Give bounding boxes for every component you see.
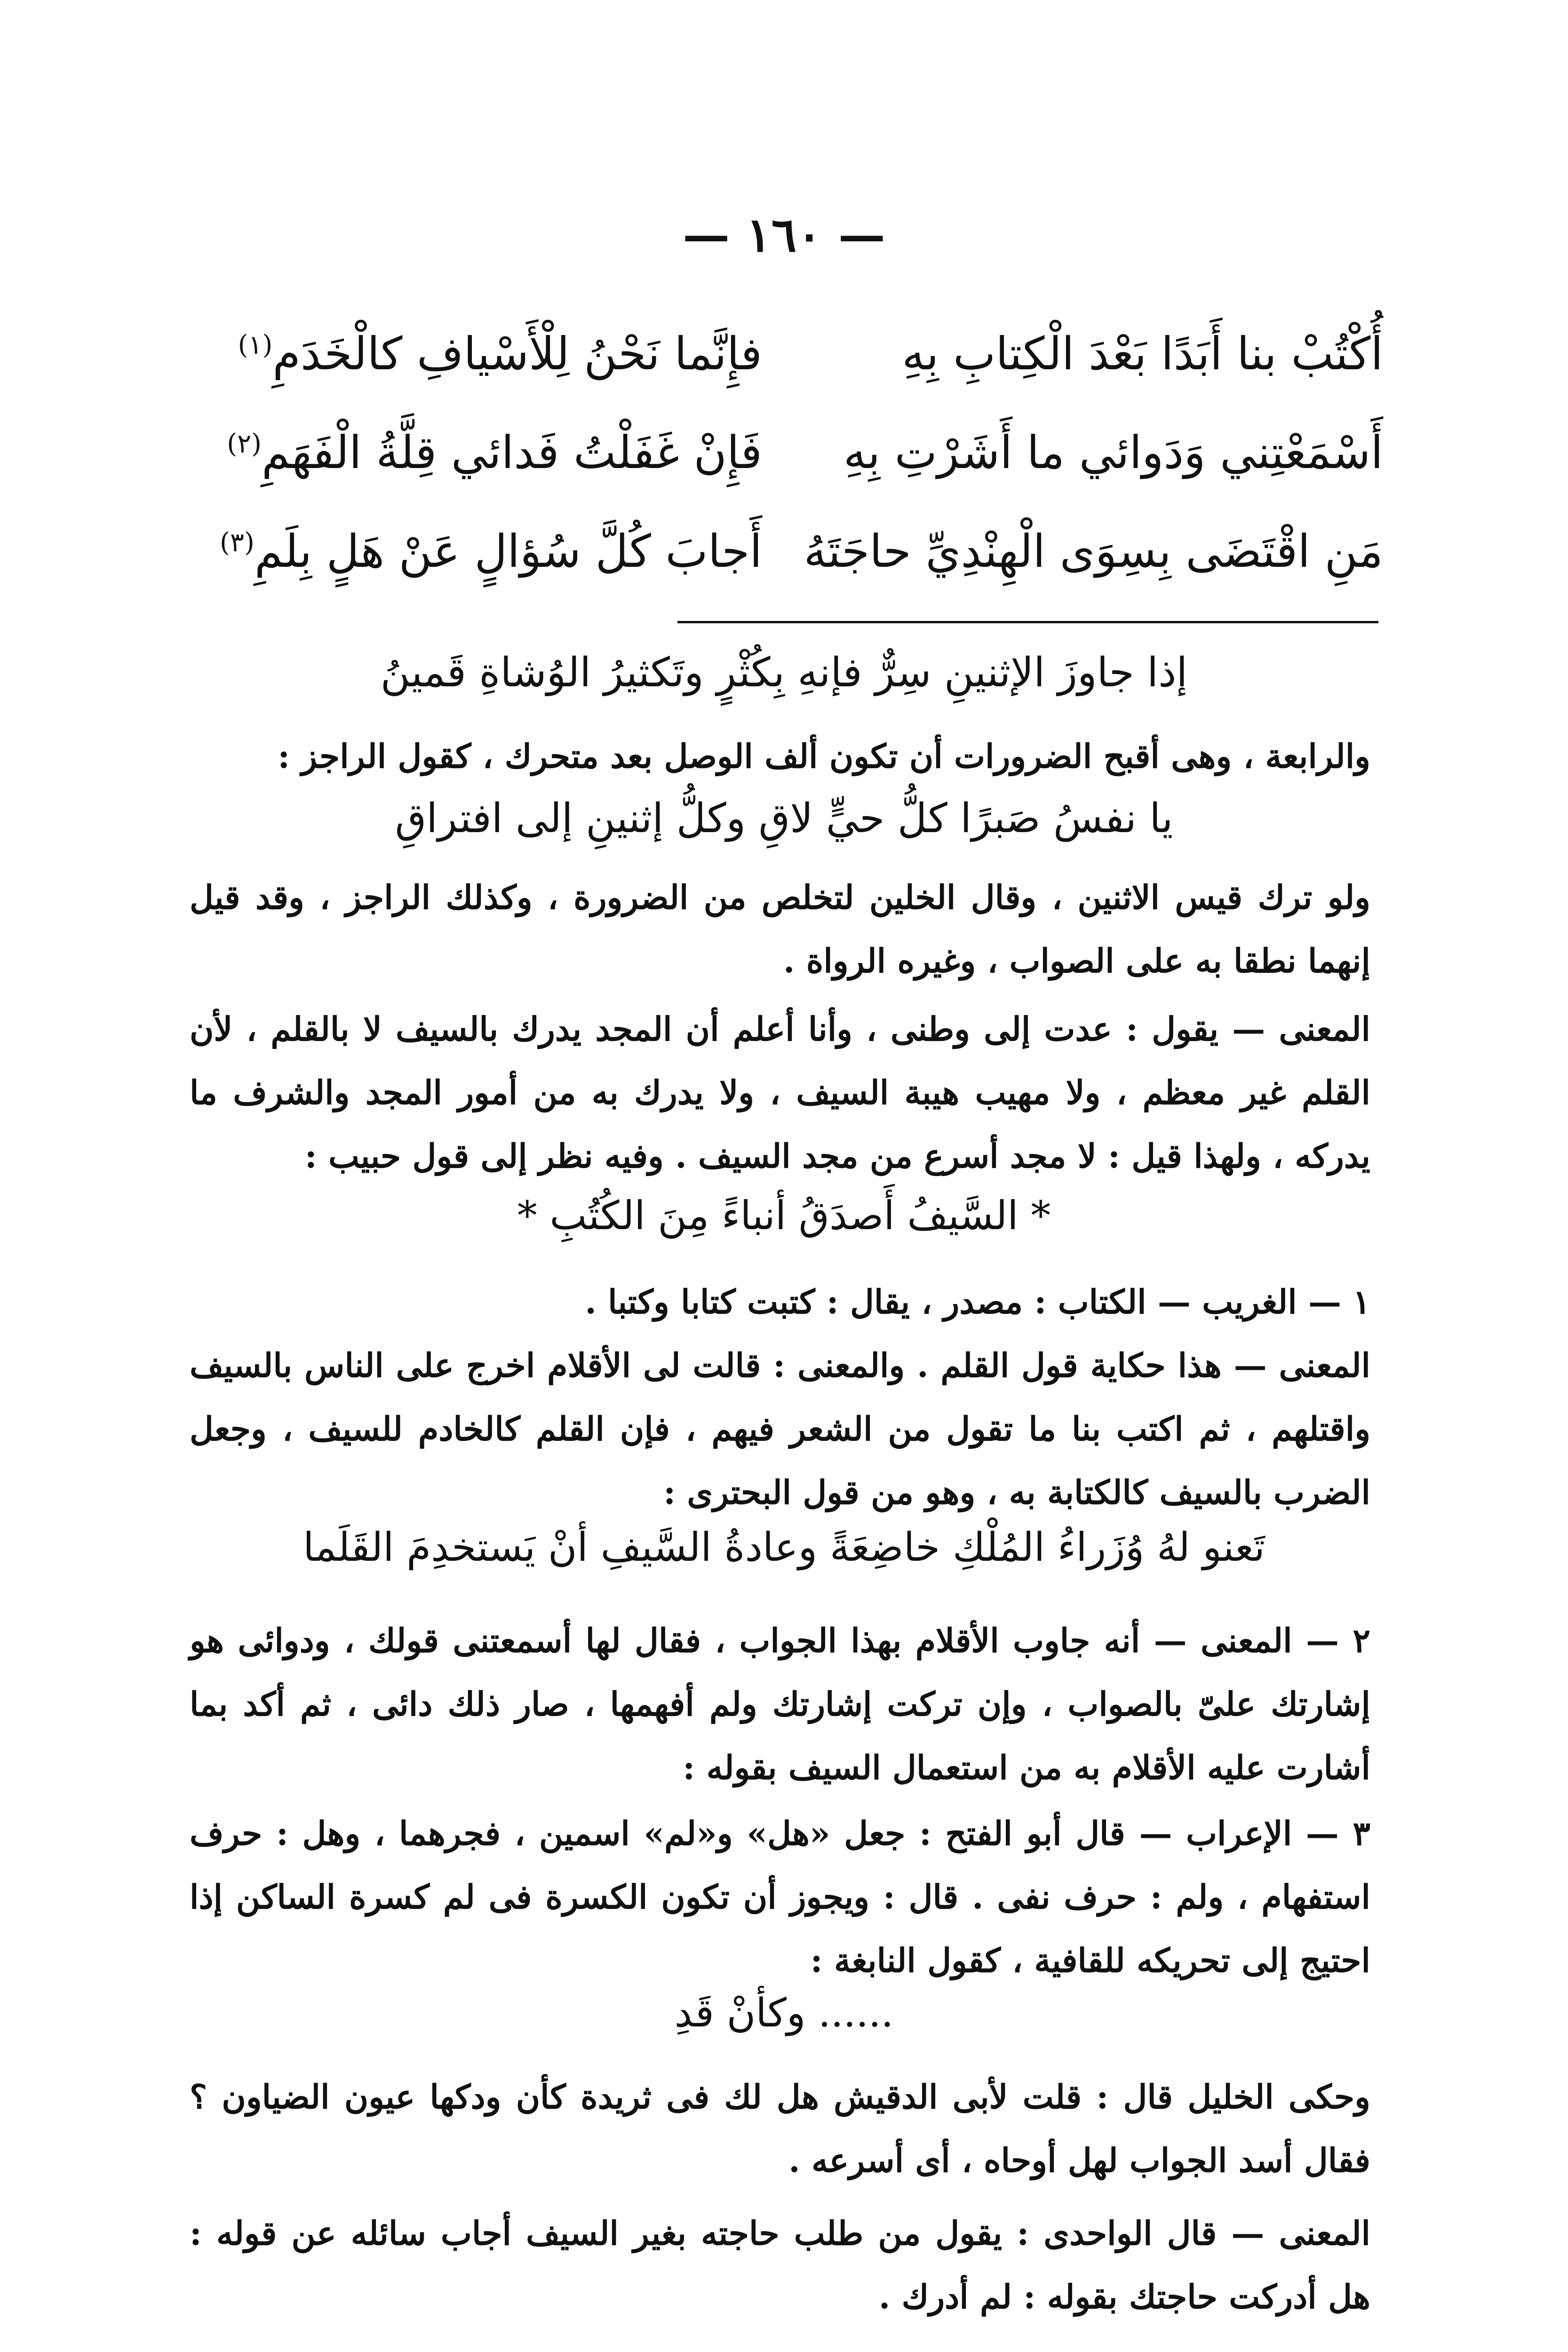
paragraph-wahidi: المعنى — قال الواحدى : يقول من طلب حاجته بغير السيف أجاب سائله عن قوله : هل أدركت حاجتك بقوله : لم أدرك . bbox=[190, 2214, 1370, 2316]
verse-1-first-hemistich: أُكْتُبْ بنا أَبَدًا بَعْدَ الْكِتابِ بِهِ bbox=[902, 327, 1383, 380]
verse-1-second-text: فإِنَّما نَحْنُ لِلْأَسْيافِ كالْخَدَمِ bbox=[272, 327, 762, 380]
verse-2-second-hemistich bbox=[227, 428, 762, 478]
rajaz-verse: يا نفسُ صَبرًا كلُّ حيٍّ لاقِ وكلُّ إثنينِ إلى افتراقِ bbox=[395, 795, 1173, 842]
nabigha-fragment: ...... وكأنْ قَدِ bbox=[674, 1990, 894, 2036]
habib-verse: * السَّيفُ أَصدَقُ أنباءً مِنَ الكُتُبِ * bbox=[517, 1192, 1051, 1239]
commentary-verse: إذا جاوزَ الإثنينِ سِرٌّ فإنهِ بِكُثْرٍ وتَكثيرُ الوُشاةِ قَمينُ bbox=[380, 649, 1188, 696]
paragraph-qays: ولو ترك قيس الاثنين ، وقال الخلين لتخلص من الضرورة ، وكذلك الراجز ، وقد قيل إنهما نطقا به على الصواب ، وغيره الرواة . bbox=[190, 878, 1370, 980]
verse-3 bbox=[179, 527, 1383, 588]
verse-1-second-hemistich bbox=[238, 329, 762, 379]
footnote-marker-1: (١) bbox=[238, 330, 273, 360]
note-1-meaning: المعنى — هذا حكاية قول القلم . والمعنى : قالت لى الأقلام اخرج على الناس بالسيف واقتلهم ، ثم اكتب بنا ما تقول من الشعر فيهم ، فإن القلم كالخادم للسيف ، وجعل الضرب بالسيف كالكتابة به ، وهو من قول البحترى : bbox=[190, 1346, 1370, 1512]
paragraph-meaning: المعنى — يقول : عدت إلى وطنى ، وأنا أعلم أن المجد يدرك بالسيف لا بالقلم ، لأن القلم غير معظم ، ولا مهيب هيبة السيف ، ولا يدرك به من أمور المجد والشرف ما يدركه ، ولهذا قيل : لا مجد أسرع من مجد السيف . وفيه نظر إلى قول حبيب : bbox=[190, 1009, 1370, 1176]
footnote-marker-3: (٣) bbox=[220, 527, 255, 558]
buhturi-verse: تَعنو لهُ وُزَراءُ المُلْكِ خاضِعَةً وعادةُ السَّيفِ أنْ يَستخدِمَ القَلَما bbox=[303, 1524, 1265, 1570]
footnote-marker-2: (٢) bbox=[227, 429, 262, 459]
paragraph-fourth-necessity: والرابعة ، وهى أقبح الضرورات أن تكون ألف الوصل بعد متحرك ، كقول الراجز : bbox=[278, 737, 1370, 776]
paragraph-khalil: وحكى الخليل قال : قلت لأبى الدقيش هل لك فى ثريدة كأن ودكها عيون الضياون ؟ فقال أسد الجواب لهل أوحاه ، أى أسرعه . bbox=[190, 2077, 1370, 2180]
note-1-gharib: ١ — الغريب — الكتاب : مصدر ، يقال : كتبت كتابا وكتبا . bbox=[585, 1282, 1370, 1321]
verse-1 bbox=[179, 329, 1383, 390]
verse-3-second-hemistich bbox=[220, 527, 762, 577]
verse-3-second-text: أَجابَ كُلَّ سُؤالٍ عَنْ هَلٍ بِلَمِ bbox=[254, 525, 762, 578]
verse-3-first-hemistich: مَنِ اقْتَضَى بِسِوَى الْهِنْدِيِّ حاجَتَهُ bbox=[804, 525, 1383, 578]
verse-2 bbox=[179, 428, 1383, 489]
separator-rule bbox=[677, 621, 1378, 623]
verse-2-second-text: فَإِنْ غَفَلْتُ فَدائي قِلَّةُ الْفَهَمِ bbox=[262, 426, 762, 479]
note-3-grammar: ٣ — الإعراب — قال أبو الفتح : جعل «هل» و«لم» اسمين ، فجرهما ، وهل : حرف استفهام ، ولم : حرف نفى . قال : ويجوز أن تكون الكسرة فى لم كسرة الساكن إذا احتيج إلى تحريكه للقافية ، كقول النابغة : bbox=[190, 1814, 1370, 1980]
verse-2-first-hemistich: أَسْمَعْتِني وَدَوائي ما أَشَرْتِ بِهِ bbox=[843, 426, 1383, 479]
note-2-meaning: ٢ — المعنى — أنه جاوب الأقلام بهذا الجواب ، فقال لها أسمعتنى قولك ، ودوائى هو إشارتك علىّ بالصواب ، وإن تركت إشارتك ولم أفهمها ، صار ذلك دائى ، ثم أكد بما أشارت عليه الأقلام به من استعمال السيف بقوله : bbox=[190, 1621, 1370, 1787]
page-number: — ١٦٠ — bbox=[683, 207, 885, 262]
